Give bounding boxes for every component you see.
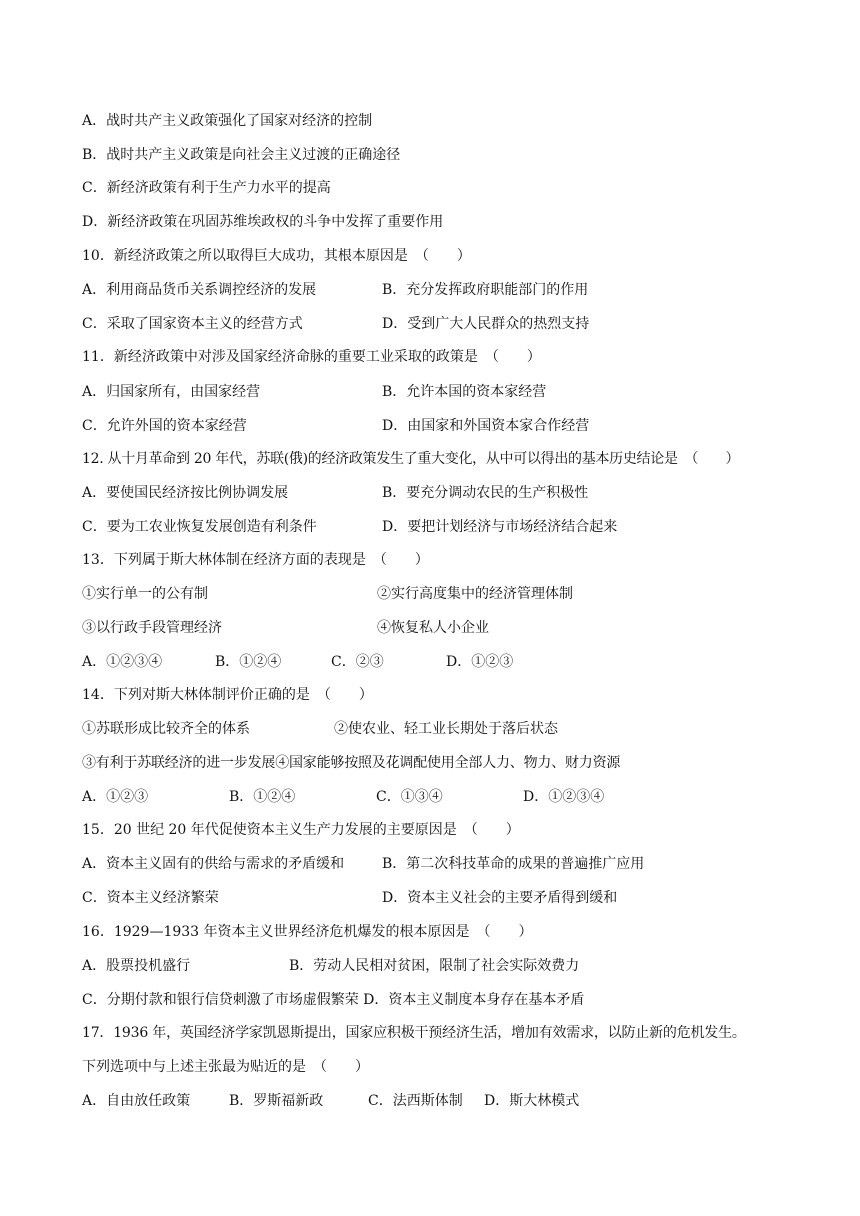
q10-option-a: A．利用商品货币关系调控经济的发展	[82, 282, 317, 298]
q11-option-d: D．由国家和外国资本家合作经营	[382, 418, 590, 434]
q14-items-3-4: ③有利于苏联经济的进一步发展④国家能够按照及花调配使用全部人力、物力、财力资源	[82, 755, 621, 771]
q14-item-2: ②使农业、轻工业长期处于落后状态	[334, 721, 558, 737]
q10-option-d: D．受到广大人民群众的热烈支持	[382, 316, 590, 332]
q12-stem: 12. 从十月革命到 20 年代，苏联(俄)的经济政策发生了重大变化，从中可以得出的基本历史结论是 （ ）	[82, 451, 740, 467]
q11-option-b: B．允许本国的资本家经营	[382, 384, 547, 400]
q14-option-c: C．①③④	[376, 789, 443, 805]
q13-option-a: A．①②③④	[82, 654, 163, 670]
q12-option-a: A．要使国民经济按比例协调发展	[82, 485, 289, 501]
q13-item-3: ③以行政手段管理经济	[82, 620, 222, 636]
q9-option-a: A．战时共产主义政策强化了国家对经济的控制	[82, 113, 373, 129]
q16-stem: 16．1929—1933 年资本主义世界经济危机爆发的根本原因是 （ ）	[82, 924, 533, 940]
q15-option-b: B．第二次科技革命的成果的普遍推广应用	[382, 856, 645, 872]
q13-stem: 13．下列属于斯大林体制在经济方面的表现是 （ ）	[82, 552, 429, 568]
q15-option-c: C．资本主义经济繁荣	[82, 890, 219, 906]
q14-stem: 14．下列对斯大林体制评价正确的是 （ ）	[82, 687, 373, 703]
q13-item-1: ①实行单一的公有制	[82, 586, 208, 602]
q13-option-b: B．①②④	[215, 654, 282, 670]
q17-option-d: D．斯大林模式	[484, 1093, 580, 1109]
q16-options-c-d: C．分期付款和银行信贷刺激了市场虚假繁荣 D．资本主义制度本身存在基本矛盾	[82, 992, 585, 1008]
q10-option-b: B．充分发挥政府职能部门的作用	[382, 282, 589, 298]
q12-option-d: D．要把计划经济与市场经济结合起来	[382, 519, 618, 535]
q13-item-2: ②实行高度集中的经济管理体制	[377, 586, 573, 602]
q9-option-c: C．新经济政策有利于生产力水平的提高	[82, 180, 331, 196]
q14-item-1: ①苏联形成比较齐全的体系	[82, 721, 250, 737]
q17-option-b: B．罗斯福新政	[229, 1093, 324, 1109]
q9-option-b: B．战时共产主义政策是向社会主义过渡的正确途径	[82, 147, 401, 163]
q15-option-a: A．资本主义固有的供给与需求的矛盾缓和	[82, 856, 345, 872]
q12-option-c: C．要为工农业恢复发展创造有利条件	[82, 519, 317, 535]
q14-option-d: D．①②③④	[523, 789, 605, 805]
q13-option-c: C．②③	[331, 654, 384, 670]
q15-option-d: D．资本主义社会的主要矛盾得到缓和	[382, 890, 618, 906]
q17-option-c: C．法西斯体制	[368, 1093, 463, 1109]
q13-item-4: ④恢复私人小企业	[377, 620, 489, 636]
q9-option-d: D．新经济政策在巩固苏维埃政权的斗争中发挥了重要作用	[82, 214, 444, 230]
q17-stem-line2: 下列选项中与上述主张最为贴近的是 （ ）	[82, 1059, 369, 1075]
q15-stem: 15．20 世纪 20 年代促使资本主义生产力发展的主要原因是 （ ）	[82, 822, 520, 838]
q10-stem: 10．新经济政策之所以取得巨大成功，其根本原因是 （ ）	[82, 248, 471, 264]
q17-option-a: A．自由放任政策	[82, 1093, 191, 1109]
q11-option-a: A．归国家所有，由国家经营	[82, 384, 261, 400]
q16-option-a: A．股票投机盛行	[82, 958, 191, 974]
q13-option-d: D．①②③	[446, 654, 514, 670]
q11-option-c: C．允许外国的资本家经营	[82, 418, 247, 434]
q14-option-a: A．①②③	[82, 789, 149, 805]
q16-option-b: B．劳动人民相对贫困，限制了社会实际效费力	[289, 958, 580, 974]
q17-stem-line1: 17．1936 年，英国经济学家凯恩斯提出，国家应积极干预经济生活，增加有效需求，以防止新的危机发生。	[82, 1025, 746, 1041]
q10-option-c: C．采取了国家资本主义的经营方式	[82, 316, 303, 332]
q12-option-b: B．要充分调动农民的生产积极性	[382, 485, 589, 501]
q14-option-b: B．①②④	[229, 789, 296, 805]
q11-stem: 11．新经济政策中对涉及国家经济命脉的重要工业采取的政策是 （ ）	[82, 349, 541, 365]
